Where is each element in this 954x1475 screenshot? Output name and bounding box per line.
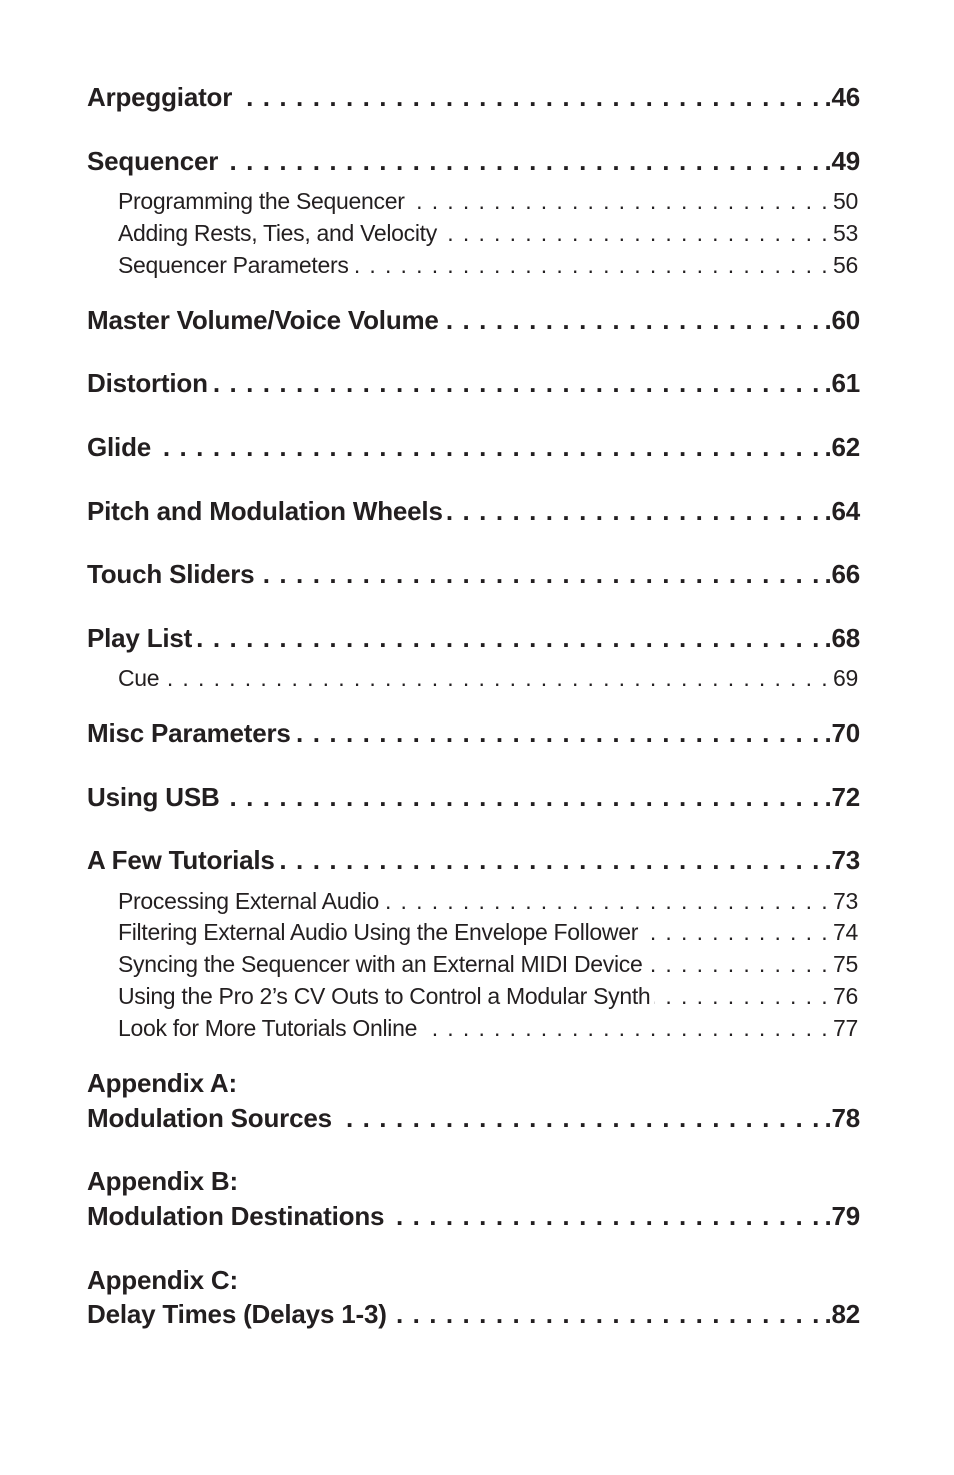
toc-entry-label: Misc Parameters [87,718,291,748]
toc-entry-label: Master Volume/Voice Volume [87,305,439,335]
toc-entry-label: A Few Tutorials [87,845,275,875]
toc-page-number: .73 [824,845,860,875]
dot-leader [279,845,821,876]
dot-leader [236,82,820,113]
toc-page-number: 50 [833,188,858,214]
dot-leader [647,951,830,978]
toc-entry-label: Using the Pro 2’s CV Outs to Control a Modular Synth [118,983,651,1009]
dot-leader [196,623,820,654]
dot-leader [642,919,829,946]
table-of-contents [87,0,860,1475]
toc-entry-play-list[interactable] [87,623,860,654]
toc-entry-label: Using USB [87,782,220,812]
toc-subentry-processing-external-audio[interactable] [118,888,858,915]
toc-entry-misc-parameters[interactable] [87,718,860,749]
dot-leader [447,496,821,527]
dot-leader [383,888,829,915]
appendix-b-heading: Appendix B: [87,1166,238,1196]
toc-entry-label: Distortion [87,368,208,398]
toc-page-number: .66 [824,559,860,589]
dot-leader [163,665,829,692]
toc-entry-using-usb[interactable] [87,782,860,813]
toc-page-number: .78 [824,1103,860,1133]
dot-leader [212,368,821,399]
toc-subentry-cv-outs[interactable] [118,983,858,1010]
toc-subentry-syncing-sequencer[interactable] [118,951,858,978]
toc-entry-a-few-tutorials[interactable] [87,845,860,876]
dot-leader [441,220,829,247]
toc-subentry-programming-the-sequencer[interactable] [118,188,858,215]
toc-page-number: 74 [833,919,858,945]
dot-leader [443,305,821,336]
toc-entry-label: Adding Rests, Ties, and Velocity [118,220,437,246]
toc-entry-arpeggiator[interactable] [87,82,860,113]
toc-entry-delay-times[interactable] [87,1299,860,1330]
toc-page-number: 56 [833,252,858,278]
dot-leader [224,782,821,813]
toc-entry-label: Processing External Audio [118,888,379,914]
toc-entry-label: Modulation Destinations [87,1201,385,1231]
dot-leader [353,252,830,279]
toc-page-number: 76 [833,983,858,1009]
toc-subentry-sequencer-parameters[interactable] [118,252,858,279]
toc-page-number: .64 [824,496,860,526]
toc-page-number: .79 [824,1201,860,1231]
dot-leader [409,188,829,215]
dot-leader [155,432,820,463]
toc-subentry-cue[interactable] [118,665,858,692]
toc-entry-pitch-mod-wheels[interactable] [87,496,860,527]
toc-page-number: .62 [824,432,860,462]
toc-subentry-filtering-external-audio[interactable] [118,919,858,946]
toc-entry-sequencer[interactable] [87,146,860,177]
toc-entry-label: Play List [87,623,193,653]
toc-entry-label: Delay Times (Delays 1-3) [87,1299,387,1329]
toc-entry-label: Filtering External Audio Using the Envelope Follower [118,919,639,945]
toc-entry-label: Touch Sliders [87,559,255,589]
toc-page-number: .82 [824,1299,860,1329]
toc-subentry-more-tutorials[interactable] [118,1015,858,1042]
dot-leader [295,718,821,749]
toc-entry-glide[interactable] [87,432,860,463]
dot-leader [391,1299,821,1330]
dot-leader [421,1015,829,1042]
toc-entry-label: Cue [118,665,160,691]
toc-entry-label: Arpeggiator [87,82,233,112]
toc-page-number: 73 [833,888,858,914]
toc-entry-label: Syncing the Sequencer with an External MIDI Device [118,951,643,977]
toc-entry-label: Sequencer Parameters [118,252,349,278]
dot-leader [336,1103,821,1134]
dot-leader [258,559,820,590]
toc-page-number: .68 [824,623,860,653]
toc-page-number: .60 [824,305,860,335]
dot-leader [222,146,820,177]
toc-entry-label: Glide [87,432,152,462]
toc-page-number: 69 [833,665,858,691]
appendix-a-heading: Appendix A: [87,1068,237,1098]
toc-entry-label: Programming the Sequencer [118,188,405,214]
toc-entry-label: Sequencer [87,146,219,176]
toc-page-number: .70 [824,718,860,748]
toc-entry-label: Modulation Sources [87,1103,332,1133]
toc-subentry-adding-rests[interactable] [118,220,858,247]
toc-page-number: 77 [833,1015,858,1041]
toc-entry-distortion[interactable] [87,368,860,399]
toc-page-number: 53 [833,220,858,246]
dot-leader [654,983,829,1010]
toc-page-number: .61 [824,368,860,398]
toc-entry-modulation-destinations[interactable] [87,1201,860,1232]
toc-page-number: .72 [824,782,860,812]
toc-page-number: .49 [824,146,860,176]
toc-page-number: .46 [824,82,860,112]
appendix-c-heading: Appendix C: [87,1265,238,1295]
toc-entry-master-volume[interactable] [87,305,860,336]
toc-entry-touch-sliders[interactable] [87,559,860,590]
dot-leader [388,1201,820,1232]
toc-entry-label: Pitch and Modulation Wheels [87,496,443,526]
toc-entry-label: Look for More Tutorials Online [118,1015,418,1041]
toc-entry-modulation-sources[interactable] [87,1103,860,1134]
toc-page-number: 75 [833,951,858,977]
